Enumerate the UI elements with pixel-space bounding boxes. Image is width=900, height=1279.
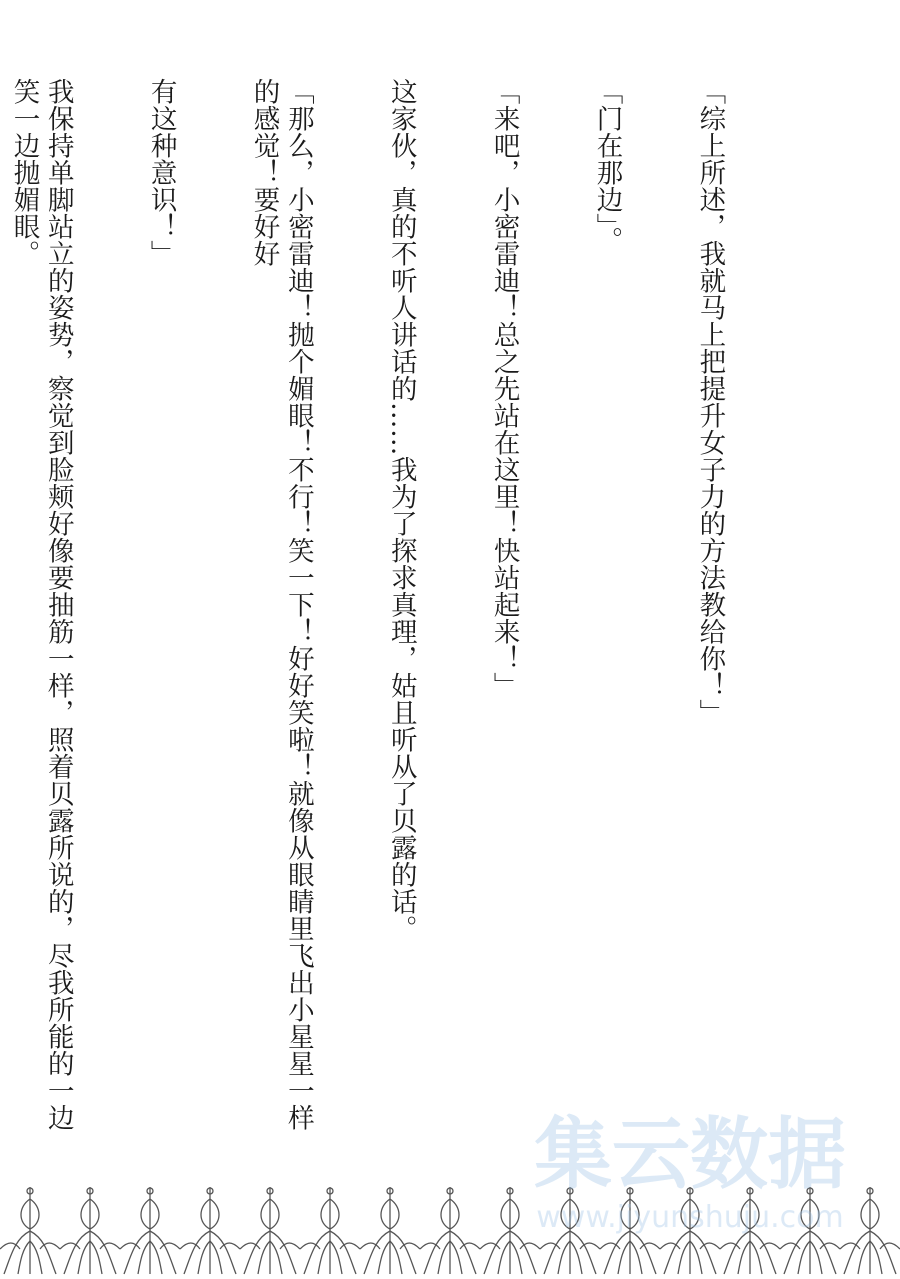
text-line: 「综上所述，我就马上把提升女子力的方法教给你！」 [694, 78, 726, 726]
text-line: 我保持单脚站立的姿势，察觉到脸颊好像要抽筋一样，照着贝露所说的，尽我所能的一边笑一边抛媚眼。 [8, 78, 74, 1131]
watermark-logo [500, 1099, 880, 1239]
text-line: 「门在那边」。 [591, 78, 623, 254]
text-line: 「来吧，小密雷迪！总之先站在这里！快站起来！」 [488, 78, 520, 699]
text-line: 有这种意识！」 [145, 78, 177, 267]
text-line: 这家伙，真的不听人讲话的……我为了探求真理，姑且听从了贝露的话。 [385, 78, 417, 942]
watermark-url: www.jiyunshuju.com [536, 1200, 844, 1235]
watermark-title: 集云数据 [533, 1110, 847, 1200]
text-line: 「那么，小密雷迪！抛个媚眼！不行！笑一下！好好笑啦！就像从眼睛里飞出小星星一样的感觉！要好好 [248, 78, 314, 1131]
vertical-text-block [8, 78, 795, 1148]
